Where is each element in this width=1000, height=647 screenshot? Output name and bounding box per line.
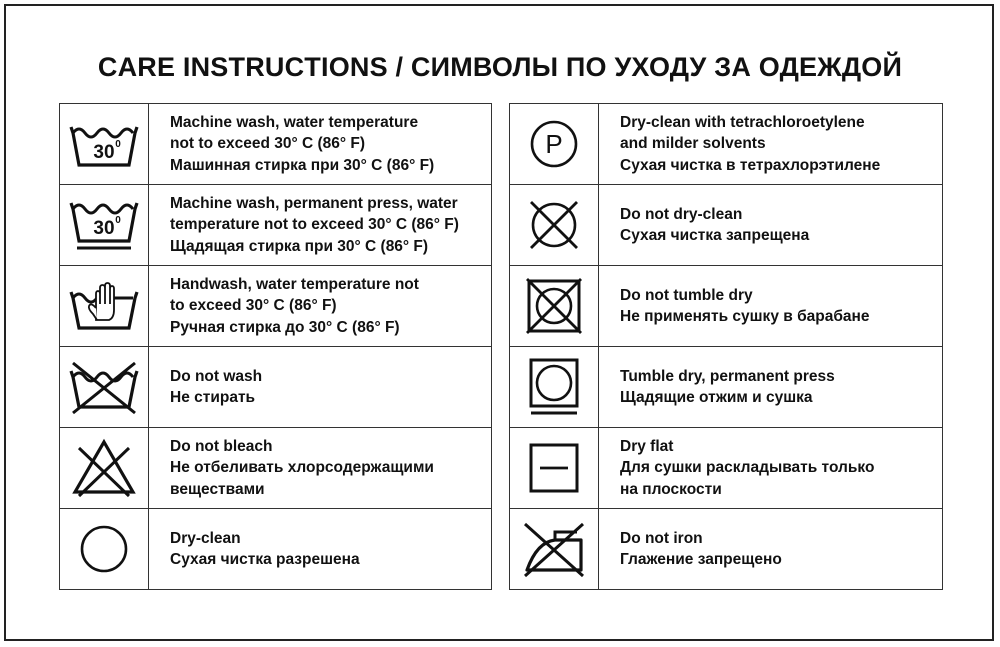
care-row — [510, 104, 943, 185]
care-text-line: Сухая чистка запрещена — [620, 227, 810, 244]
svg-text:0: 0 — [115, 215, 121, 226]
machine-wash-30-icon — [67, 119, 141, 169]
care-text-line: Щадящая стирка при 30° C (86° F) — [170, 237, 429, 255]
tumble-dry-permanent-press-icon — [526, 356, 582, 418]
care-text-line: Машинная стирка при 30° C (86° F) — [170, 156, 435, 174]
care-text-line: Dry flat — [620, 437, 674, 455]
care-row — [510, 185, 943, 266]
care-text-line: Handwash, water temperature not — [170, 275, 419, 293]
care-row — [510, 509, 943, 590]
care-text-line: and milder solvents — [620, 135, 766, 153]
care-text-line: на плоскости — [620, 480, 722, 498]
care-row — [60, 185, 492, 266]
care-row — [60, 428, 492, 509]
care-text-line: веществами — [170, 480, 265, 498]
care-text-line: Не применять сушку в барабане — [620, 308, 870, 325]
do-not-tumble-dry-icon — [523, 275, 585, 337]
dry-flat-icon — [526, 440, 582, 496]
care-text-line: temperature not to exceed 30° C (86° F) — [170, 216, 459, 234]
care-text-line: Для сушки раскладывать только — [620, 459, 875, 477]
care-text-line: not to exceed 30° C (86° F) — [170, 135, 365, 153]
right-column — [509, 103, 943, 590]
svg-text:0: 0 — [115, 139, 121, 150]
care-row — [510, 266, 943, 347]
do-not-dry-clean-icon — [523, 194, 585, 256]
care-text-line: Machine wash, water temperature — [170, 113, 419, 131]
care-row — [60, 104, 492, 185]
do-not-bleach-icon — [69, 438, 139, 498]
care-row — [60, 347, 492, 428]
care-row — [510, 347, 943, 428]
care-text-line: Dry-clean with tetrachloroetylene — [620, 113, 865, 131]
svg-text:P: P — [545, 129, 563, 159]
machine-wash-permanent-press-30-icon — [67, 197, 141, 253]
care-text-line: Сухая чистка в тетрахлорэтилене — [620, 156, 881, 174]
care-row — [60, 266, 492, 347]
care-row — [60, 509, 492, 590]
care-text-line: Ручная стирка до 30° C (86° F) — [170, 318, 400, 336]
care-text-line: Щадящие отжим и сушка — [620, 389, 813, 406]
care-text-line: Machine wash, permanent press, water — [170, 194, 458, 212]
care-text-line: Не отбеливать хлорсодержащими — [170, 459, 434, 477]
care-text-line: to exceed 30° C (86° F) — [170, 297, 337, 315]
svg-text:30: 30 — [93, 142, 115, 163]
care-text-line: Tumble dry, permanent press — [620, 367, 835, 385]
left-column — [59, 103, 492, 590]
care-text-line: Глажение запрещено — [620, 551, 782, 568]
dry-clean-p-icon — [528, 118, 580, 170]
care-text-line: Do not bleach — [170, 437, 273, 455]
care-text-line: Do not wash — [170, 367, 263, 385]
care-text-line: Dry-clean — [170, 529, 241, 547]
care-row — [510, 428, 943, 509]
care-text-line: Do not iron — [620, 529, 703, 547]
care-text-line: Do not dry-clean — [620, 205, 743, 223]
care-text-line: Сухая чистка разрешена — [170, 551, 360, 568]
dry-clean-icon — [78, 523, 130, 575]
page-title: CARE INSTRUCTIONS / СИМВОЛЫ ПО УХОДУ ЗА ОДЕЖДОЙ — [97, 52, 903, 82]
handwash-icon — [67, 280, 141, 332]
do-not-iron-icon — [519, 520, 589, 578]
care-text-line: Do not tumble dry — [620, 286, 753, 304]
care-text-line: Не стирать — [170, 389, 256, 406]
svg-text:30: 30 — [93, 218, 115, 239]
do-not-wash-icon — [67, 359, 141, 415]
